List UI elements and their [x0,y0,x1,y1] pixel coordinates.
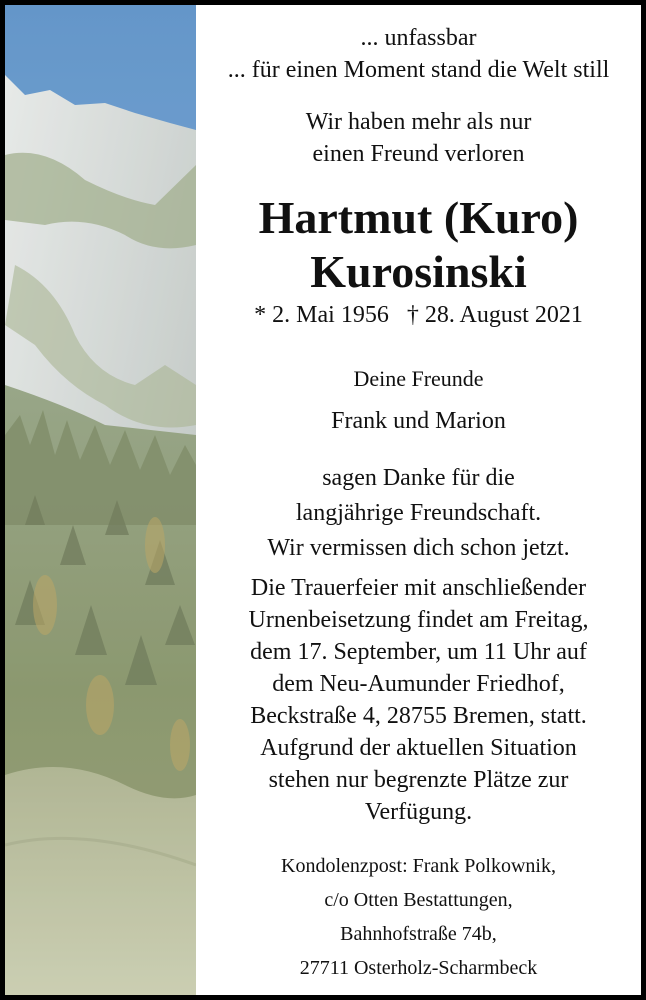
condolence-line-4: 27711 Osterholz-Scharmbeck [299,957,538,979]
deceased-name-line-1: Hartmut (Kuro) [258,192,579,243]
deceased-name-line-2: Kurosinski [310,246,527,297]
header-line-1: ... unfassbar [360,25,477,51]
thanks-line-2: langjährige Freundschaft. [295,500,542,526]
mountain-landscape-photo [5,5,196,995]
funeral-line-4: dem Neu-Aumunder Friedhof, [272,671,565,697]
condolence-line-2: c/o Otten Bestattungen, [324,889,513,911]
funeral-line-1: Die Trauerfeier mit anschließender [250,575,587,601]
funeral-line-6: Aufgrund der aktuellen Situation [260,735,577,761]
notice-text [196,5,641,995]
intro-line-2: einen Freund verloren [312,141,525,167]
funeral-line-5: Beckstraße 4, 28755 Bremen, statt. [250,703,587,729]
funeral-line-7: stehen nur begrenzte Plätze zur [268,767,569,793]
thanks-line-3: Wir vermissen dich schon jetzt. [267,535,570,561]
thanks-line-1: sagen Danke für die [322,465,515,491]
header-line-2: ... für einen Moment stand die Welt still [227,57,610,83]
condolence-line-1: Kondolenzpost: Frank Polkownik, [281,855,556,877]
mourners-label: Deine Freunde [353,366,484,391]
funeral-line-8: Verfügung. [364,799,473,825]
life-dates: * 2. Mai 1956 † 28. August 2021 [254,302,583,328]
funeral-line-2: Urnenbeisetzung findet am Freitag, [248,607,589,633]
intro-line-1: Wir haben mehr als nur [305,109,532,135]
mourners-names: Frank und Marion [331,408,506,434]
funeral-line-3: dem 17. September, um 11 Uhr auf [250,639,587,665]
condolence-line-3: Bahnhofstraße 74b, [340,923,497,945]
